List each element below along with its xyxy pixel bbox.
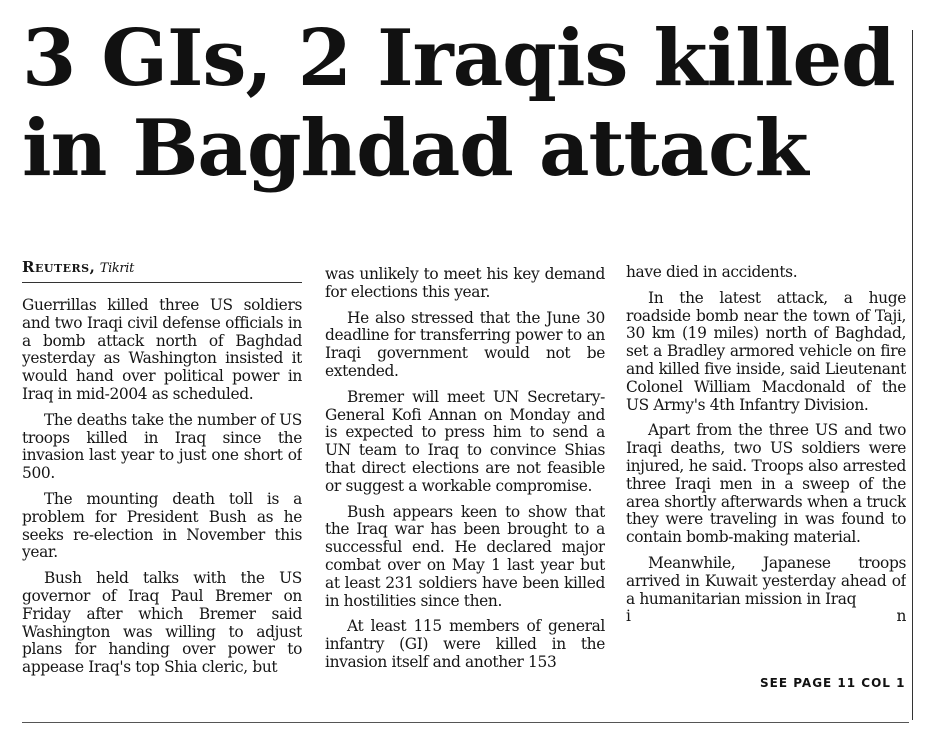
paragraph: The mounting death toll is a problem for President Bush as he seeks re-election in November this year. xyxy=(22,489,302,562)
article-column-1 xyxy=(22,258,302,694)
bottom-rule xyxy=(22,722,909,723)
right-column-rule xyxy=(912,30,913,720)
paragraph: The deaths take the number of US troops killed in Iraq since the invasion last year to just one short of 500. xyxy=(22,410,302,483)
paragraph: In the latest attack, a huge roadside bomb near the town of Taji, 30 km (19 miles) north of Baghdad, set a Bradley armored vehicle on fire and killed five inside, said Lieutenant Colonel William Macdonald of the US Army's 4th Infantry Division. xyxy=(626,288,906,414)
paragraph: Apart from the three US and two Iraqi deaths, two US soldiers were injured, he said. Troops also arrested three Iraqi men in a sweep of the area shortly afterwards when a truck they were traveling in was found to contain bomb-making material. xyxy=(626,421,906,547)
paragraph: Bush appears keen to show that the Iraq war has been brought to a successful end. He declared major combat over on May 1 last year but at least 231 soldiers have been killed in hostilities since then. xyxy=(325,502,605,610)
paragraph: Bush held talks with the US governor of Iraq Paul Bremer on Friday after which Bremer said Washington was willing to adjust plans for handing over power to appease Iraq's top Shia cleric, but xyxy=(22,569,302,677)
continuation-jump: SEE PAGE 11 COL 1 xyxy=(760,676,906,690)
paragraph: Bremer will meet UN Secretary-General Kofi Annan on Monday and is expected to press him to send a UN team to Iraq to convince Shias that direct elections are not feasible or suggest a workable compromise. xyxy=(325,387,605,495)
article-column-3 xyxy=(626,264,906,700)
paragraph: At least 115 members of general infantry (GI) were killed in the invasion itself and another 153 xyxy=(325,617,605,671)
headline-line-1: 3 GIs, 2 Iraqis killed xyxy=(22,13,895,104)
headline xyxy=(22,14,902,194)
split-line-right: n xyxy=(896,607,906,626)
paragraph: Guerrillas killed three US soldiers and two Iraqi civil defense officials in a bomb attack north of Baghdad yesterday as Washington insisted it would hand over political power in Iraq in mid-2004 as scheduled. xyxy=(22,296,302,403)
split-line-left: i xyxy=(626,607,631,626)
paragraph: was unlikely to meet his key demand for elections this year. xyxy=(325,266,605,301)
paragraph: have died in accidents. xyxy=(626,264,798,281)
byline-agency: Reuters, xyxy=(22,258,96,276)
article-column-2 xyxy=(325,266,605,702)
byline-place: Tikrit xyxy=(99,261,134,276)
paragraph: He also stressed that the June 30 deadline for transferring power to an Iraqi government would not be extended. xyxy=(325,308,605,380)
split-last-line xyxy=(626,608,906,626)
byline xyxy=(22,258,302,283)
headline-line-2: in Baghdad attack xyxy=(22,103,808,194)
paragraph: Meanwhile, Japanese troops arrived in Kuwait yesterday ahead of a humanitarian mission in Iraq xyxy=(626,553,906,608)
